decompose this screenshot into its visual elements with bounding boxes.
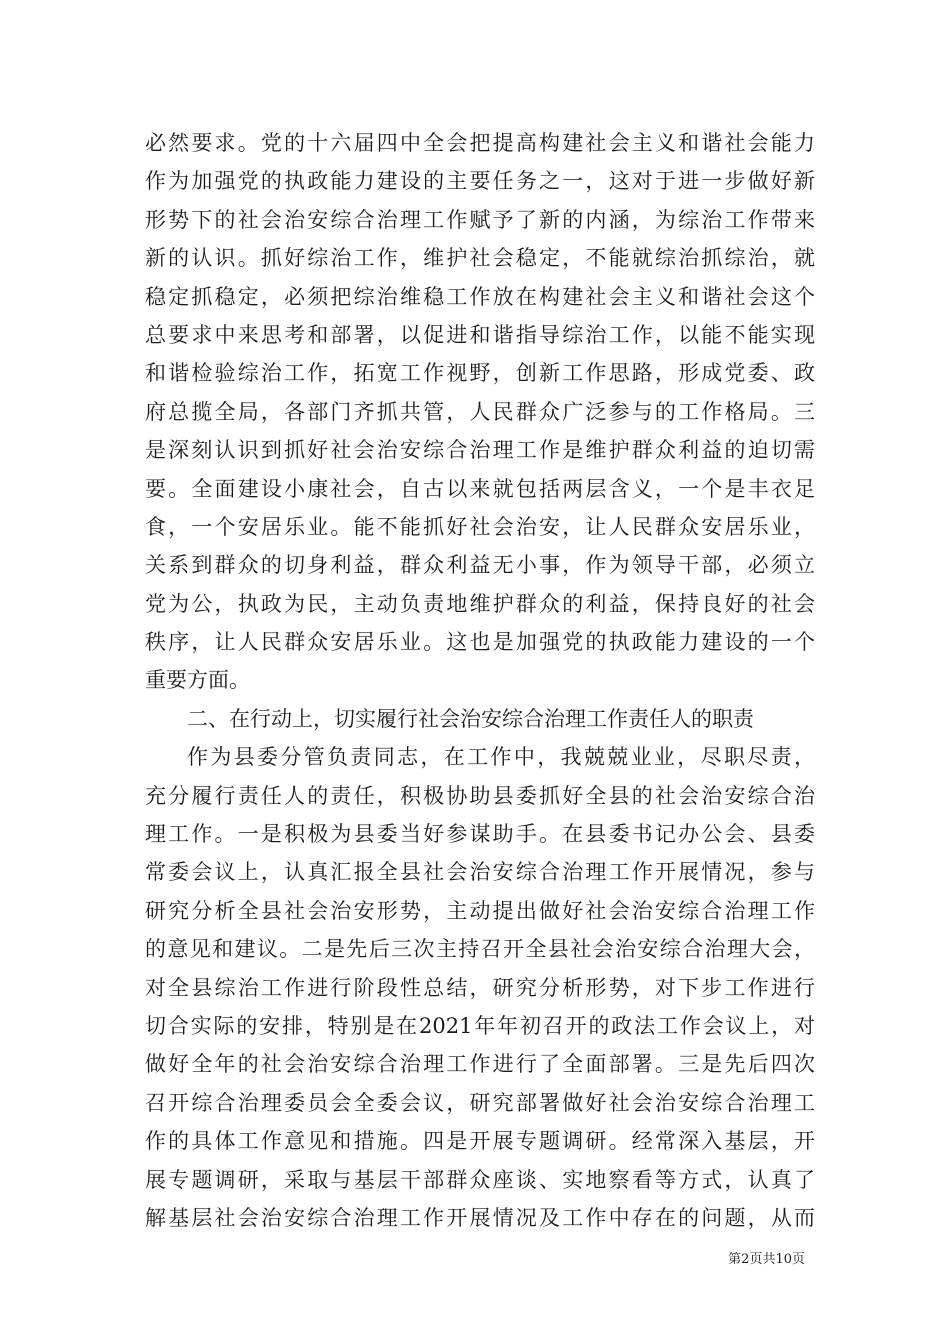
text-line: 展专题调研，采取与基层干部群众座谈、实地察看等方式，认真了 [145,1167,815,1192]
text-line: 召开综合治理委员会全委会议，研究部署做好社会治安综合治理工 [145,1090,815,1115]
text-line: 常委会议上，认真汇报全县社会治安综合治理工作开展情况，参与 [145,860,815,885]
text-line: 必然要求。党的十六届四中全会把提高构建社会主义和谐社会能力 [145,131,815,155]
text-line: 稳定抓稳定，必须把综治维稳工作放在构建社会主义和谐社会这个 [145,284,815,309]
text-line: 做好全年的社会治安综合治理工作进行了全面部署。三是先后四次 [145,1052,815,1077]
text-line: 和谐检验综治工作，拓宽工作视野，创新工作思路，形成党委、政 [145,361,815,386]
text-line: 是深刻认识到抓好社会治安综合治理工作是维护群众利益的迫切需 [145,438,815,463]
text-line: 关系到群众的切身利益，群众利益无小事，作为领导干部，必须立 [145,553,815,578]
paragraph-first-line: 作为县委分管负责同志，在工作中，我兢兢业业，尽职尽责， [187,745,815,770]
paragraph-first-line: 二、在行动上，切实履行社会治安综合治理工作责任人的职责 [187,706,754,731]
text-line: 对全县综治工作进行阶段性总结，研究分析形势，对下步工作进行 [145,975,815,1000]
text-line: 新的认识。抓好综治工作，维护社会稳定，不能就综治抓综治，就 [145,246,815,271]
text-line: 的意见和建议。二是先后三次主持召开全县社会治安综合治理大会， [145,937,815,962]
text-line: 作的具体工作意见和措施。四是开展专题调研。经常深入基层，开 [145,1129,815,1154]
page-number-footer: 第2页共10页 [728,1252,805,1267]
text-line: 切合实际的安排，特别是在2021年年初召开的政法工作会议上，对 [145,1013,815,1038]
text-line: 总要求中来思考和部署，以促进和谐指导综治工作，以能不能实现 [145,322,815,347]
text-line: 要。全面建设小康社会，自古以来就包括两层含义，一个是丰衣足 [145,476,815,501]
text-line: 解基层社会治安综合治理工作开展情况及工作中存在的问题，从而 [145,1205,815,1230]
text-line: 党为公，执政为民，主动负责地维护群众的利益，保持良好的社会 [145,591,815,616]
text-line: 作为加强党的执政能力建设的主要任务之一，这对于进一步做好新 [145,169,815,194]
text-line: 形势下的社会治安综合治理工作赋予了新的内涵，为综治工作带来 [145,207,815,232]
document-body [145,124,815,1237]
text-line: 研究分析全县社会治安形势，主动提出做好社会治安综合治理工作 [145,898,815,923]
text-line: 府总揽全局，各部门齐抓共管，人民群众广泛参与的工作格局。三 [145,399,815,424]
text-line: 理工作。一是积极为县委当好参谋助手。在县委书记办公会、县委 [145,822,815,847]
text-line: 食，一个安居乐业。能不能抓好社会治安，让人民群众安居乐业， [145,514,815,539]
text-line: 重要方面。 [145,668,250,693]
text-line: 充分履行责任人的责任，积极协助县委抓好全县的社会治安综合治 [145,783,815,808]
text-line: 秩序，让人民群众安居乐业。这也是加强党的执政能力建设的一个 [145,630,815,655]
